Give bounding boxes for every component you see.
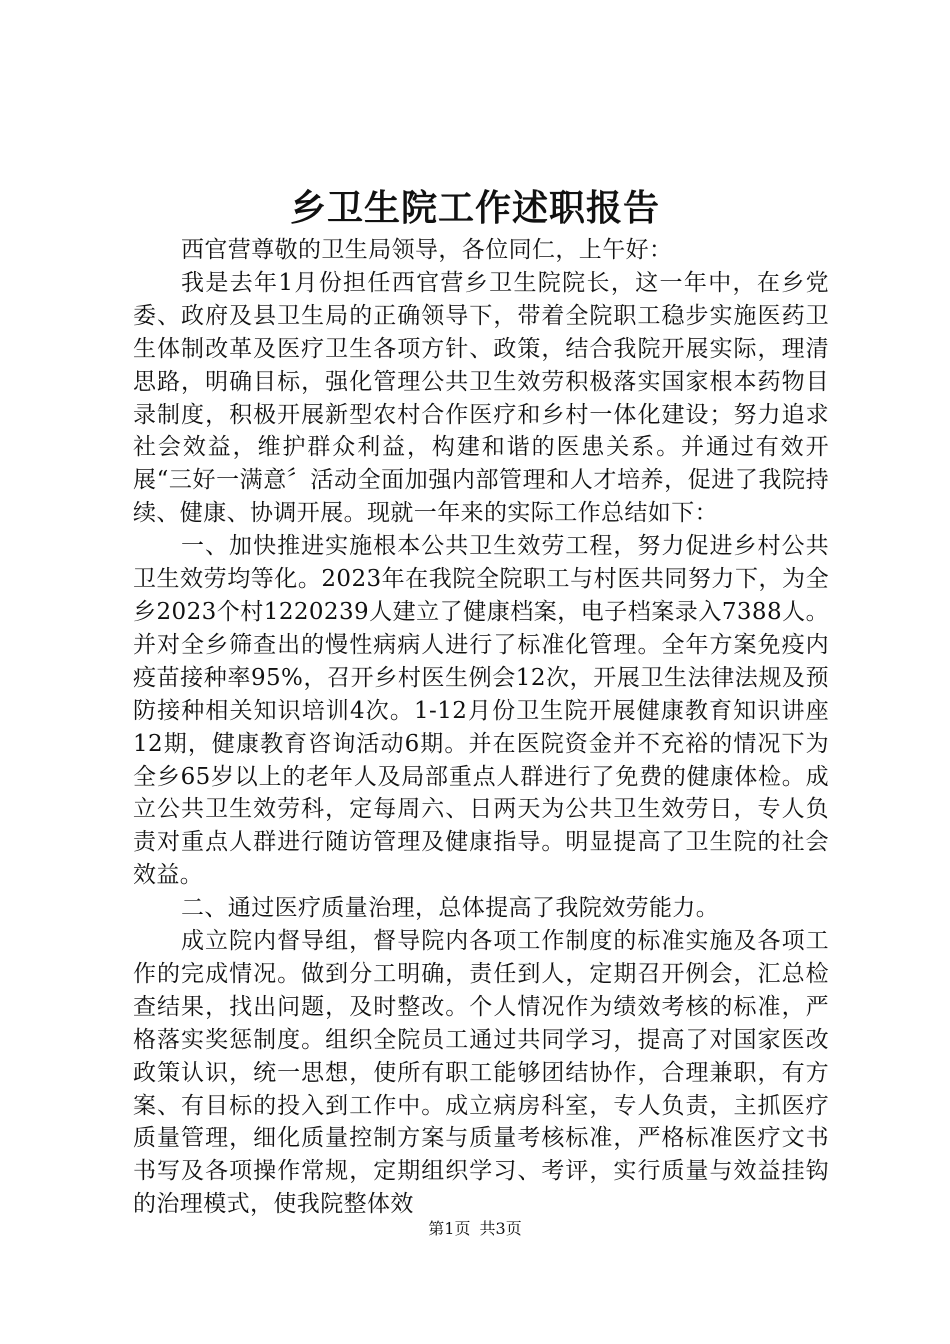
paragraph-section-one: 一、加快推进实施根本公共卫生效劳工程，努力促进乡村公共卫生效劳均等化。2023年在我院全院职工与村医共同努力下，为全乡2023个村1220239人建立了健康档案，电子档案录入7388人。并对全乡筛查出的慢性病病人进行了标准化管理。全年方案免疫内疫苗接种率95%，召开乡村医生例会12次，开展卫生法律法规及预防接种相关知识培训4次。1-12月份卫生院开展健康教育知识讲座12期，健康教育咨询活动6期。并在医院资金并不充裕的情况下为全乡65岁以上的老年人及局部重点人群进行了免费的健康体检。成立公共卫生效劳科，定每周六、日两天为公共卫生效劳日，专人负责对重点人群进行随访管理及健康指导。明显提高了卫生院的社会效益。 xyxy=(133,533,829,889)
page-number-current: 第1页 xyxy=(428,1219,471,1238)
paragraph-section-two-body: 成立院内督导组，督导院内各项工作制度的标准实施及各项工作的完成情况。做到分工明确，责任到人，定期召开例会，汇总检查结果，找出问题，及时整改。个人情况作为绩效考核的标准，严格落实奖惩制度。组织全院员工通过共同学习，提高了对国家医改政策认识，统一思想，使所有职工能够团结协作，合理兼职，有方案、有目标的投入到工作中。成立病房科室，专人负责，主抓医疗质量管理，细化质量控制方案与质量考核标准，严格标准医疗文书书写及各项操作常规，定期组织学习、考评，实行质量与效益挂钩的治理模式，使我院整体效 xyxy=(133,928,829,1218)
page-footer xyxy=(0,1218,950,1240)
paragraph-intro: 我是去年1月份担任西官营乡卫生院院长，这一年中，在乡党委、政府及县卫生局的正确领导下，带着全院职工稳步实施医药卫生体制改革及医疗卫生各项方针、政策，结合我院开展实际，理清思路，明确目标，强化管理公共卫生效劳积极落实国家根本药物目录制度，积极开展新型农村合作医疗和乡村一体化建设；努力追求社会效益，维护群众利益，构建和谐的医患关系。并通过有效开展“三好一满意〞活动全面加强内部管理和人才培养，促进了我院持续、健康、协调开展。现就一年来的实际工作总结如下： xyxy=(133,269,829,527)
document-title: 乡卫生院工作述职报告 xyxy=(289,187,660,229)
paragraph-greeting: 西官营尊敬的卫生局领导，各位同仁，上午好： xyxy=(181,237,673,263)
page-number-total: 共3页 xyxy=(479,1219,522,1238)
document-body xyxy=(133,234,829,1221)
paragraph-section-two-heading: 二、通过医疗质量治理，总体提高了我院效劳能力。 xyxy=(181,895,720,922)
